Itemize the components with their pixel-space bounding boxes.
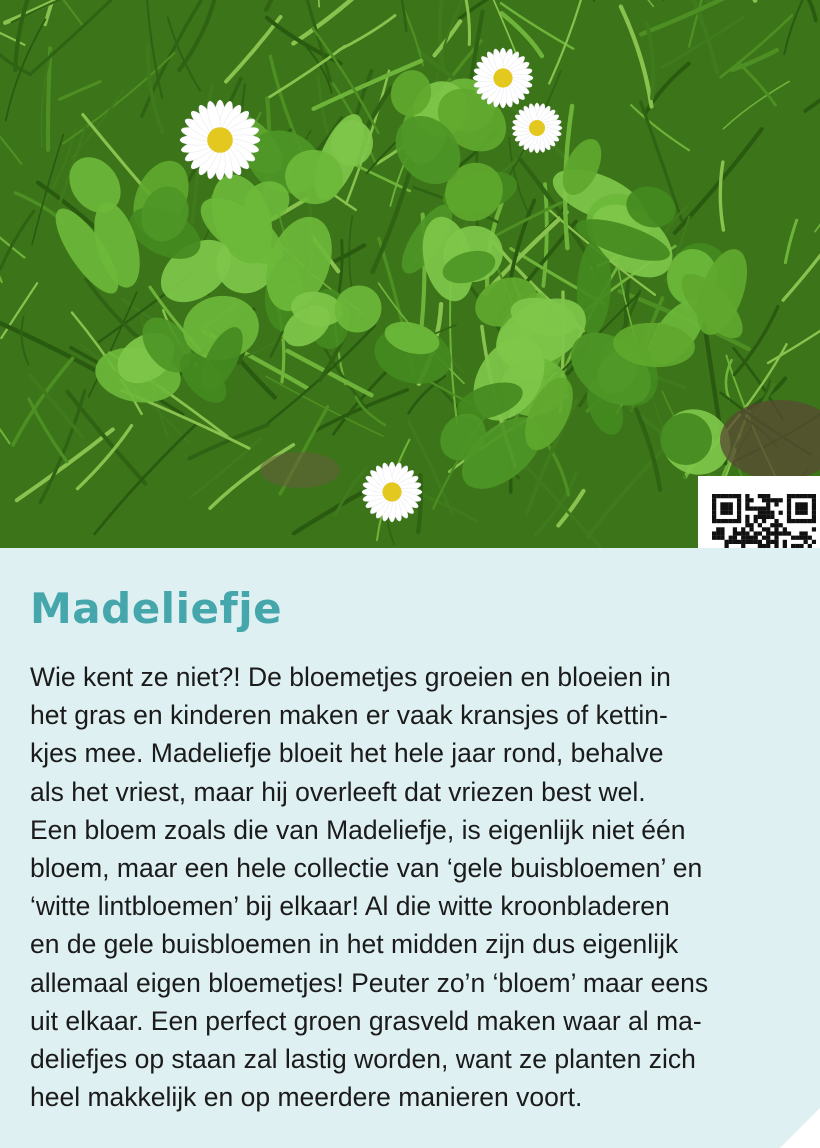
body-line: kjes mee. Madeliefje bloeit het hele jaar rond, behalve (30, 738, 664, 769)
body-line: het gras en kinderen maken er vaak kransjes of kettin- (30, 700, 668, 731)
body-line: Een bloem zoals die van Madeliefje, is eigenlijk niet één (30, 814, 686, 845)
article-body (30, 658, 810, 1116)
body-line: deliefjes op staan zal lastig worden, want ze planten zich (30, 1044, 696, 1075)
daisy-flower (362, 462, 422, 522)
body-line: uit elkaar. Een perfect groen grasveld maken waar al ma- (30, 1005, 702, 1036)
page-corner (780, 1108, 820, 1148)
daisy-flower (473, 48, 533, 108)
daisy-flower (180, 100, 260, 180)
body-line: bloem, maar een hele collectie van ‘gele buisbloemen’ en (30, 853, 703, 884)
body-line: allemaal eigen bloemetjes! Peuter zo’n ‘bloem’ maar eens (30, 967, 709, 998)
daisy-flower (512, 103, 562, 153)
body-line: en de gele buisbloemen in het midden zijn dus eigenlijk (30, 929, 679, 960)
article-title: Madeliefje (30, 584, 283, 633)
daisy-photo-illustration (0, 0, 820, 548)
daisy-photo (0, 0, 820, 548)
body-line: als het vriest, maar hij overleeft dat vriezen best wel. (30, 776, 646, 807)
body-line: Wie kent ze niet?! De bloemetjes groeien en bloeien in (30, 662, 671, 692)
body-line: heel makkelijk en op meerdere manieren voort. (30, 1082, 583, 1113)
article-panel (0, 548, 820, 1148)
body-line: ‘witte lintbloemen’ bij elkaar! Al die witte kroonbladeren (30, 891, 670, 922)
